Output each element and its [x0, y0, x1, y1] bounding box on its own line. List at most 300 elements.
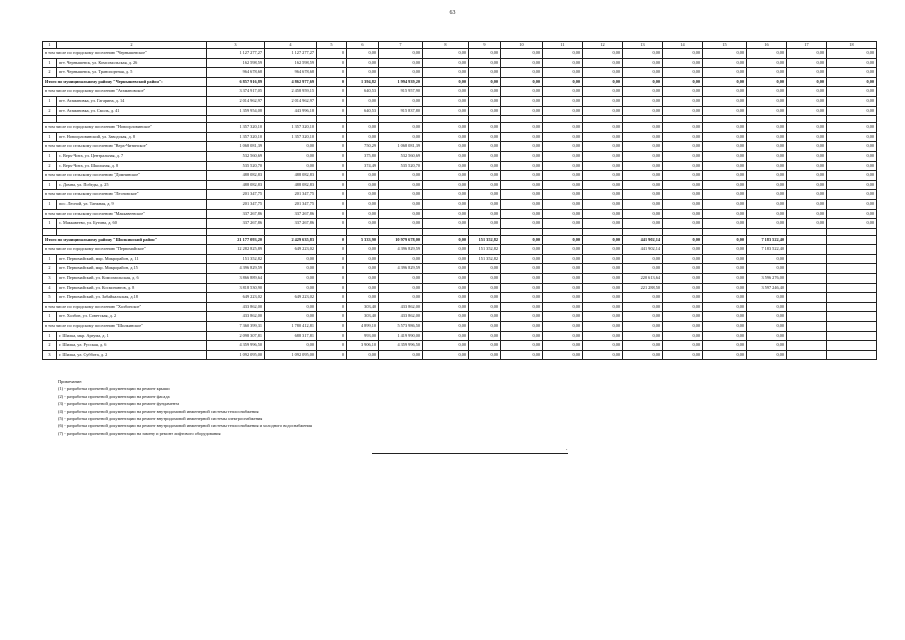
value-cell: 0 [317, 209, 347, 219]
value-cell: 0,00 [583, 180, 623, 190]
value-cell: 0,00 [827, 123, 877, 133]
value-cell: 303,40 [347, 302, 379, 312]
value-cell: 337 267,86 [207, 209, 265, 219]
column-number: 6 [347, 42, 379, 49]
group-name-cell: в том числе по городскому поселению "Шилкинское" [43, 322, 207, 332]
value-cell [787, 350, 827, 360]
value-cell: 0,00 [469, 49, 501, 59]
empty-cell [43, 116, 57, 123]
value-cell: 0,00 [787, 58, 827, 68]
value-cell [787, 235, 827, 245]
value-cell: 0,00 [663, 87, 703, 97]
value-cell: 0 [317, 331, 347, 341]
address-cell: пгт. Первомайский, ул. Комсомольская, д. 6 [57, 274, 207, 284]
value-cell: 0,00 [423, 283, 469, 293]
value-cell: 0,00 [469, 341, 501, 351]
value-cell: 0 [317, 142, 347, 152]
value-cell: 433 862,00 [207, 302, 265, 312]
value-cell: 0,00 [347, 171, 379, 181]
value-cell: 0,00 [583, 161, 623, 171]
value-cell: 0,00 [543, 171, 583, 181]
value-cell: 0 [317, 350, 347, 360]
value-cell: 0,00 [583, 123, 623, 133]
value-cell: 0,00 [501, 161, 543, 171]
value-cell [827, 235, 877, 245]
value-cell: 0,00 [347, 254, 379, 264]
value-cell [827, 293, 877, 303]
value-cell: 0,00 [379, 274, 423, 284]
value-cell [827, 331, 877, 341]
value-cell: 0,00 [469, 322, 501, 332]
value-cell: 0,00 [663, 199, 703, 209]
value-cell: 6 857 916,89 [207, 77, 265, 87]
value-cell: 1 394,82 [347, 77, 379, 87]
value-cell: 1 357 320,10 [265, 123, 317, 133]
address-cell: пгт. Атамановка, ул. Смоль, д. 41 [57, 106, 207, 116]
value-cell: 0,00 [469, 180, 501, 190]
note-line: (1) - разработка проектной документации на ремонт крыши [58, 386, 170, 392]
value-cell: 201 347,75 [207, 190, 265, 200]
value-cell: 1 359 954,08 [207, 106, 265, 116]
value-cell: 5 333,90 [347, 235, 379, 245]
spacer-row [43, 228, 877, 235]
empty-cell [623, 228, 663, 235]
value-cell: 0,00 [827, 87, 877, 97]
value-cell: 3 818 530,90 [207, 283, 265, 293]
value-cell: 0,00 [663, 341, 703, 351]
group-name-cell: в том числе по сельскому поселению "Домнинское" [43, 171, 207, 181]
value-cell: 0,00 [747, 106, 787, 116]
closing-rule [372, 453, 568, 454]
note-line: (6) - разработка проектной документации на ремонт внутридомовой инженерной системы теплоснабжения и холодного водоснабжения [58, 423, 312, 429]
value-cell [787, 274, 827, 284]
value-cell: 443 996,18 [265, 106, 317, 116]
value-cell: 0,00 [501, 274, 543, 284]
value-cell: 0,00 [583, 190, 623, 200]
value-cell: 1 068 081,39 [379, 142, 423, 152]
value-cell: 0,00 [747, 132, 787, 142]
value-cell: 0,00 [543, 331, 583, 341]
value-cell: 0,00 [543, 68, 583, 78]
value-cell: 0,00 [703, 142, 747, 152]
value-cell: 0,00 [423, 322, 469, 332]
address-cell: с. Верх-Чита, ул. Центральная, д. 7 [57, 151, 207, 161]
table-row [43, 199, 877, 209]
group-name-cell: в том числе по сельскому поселению "Лесновское" [43, 190, 207, 200]
value-cell: 0,00 [583, 132, 623, 142]
value-cell [827, 264, 877, 274]
column-number-row [43, 42, 877, 49]
value-cell: 0,00 [747, 209, 787, 219]
value-cell: 0,00 [469, 209, 501, 219]
value-cell: 0,00 [703, 123, 747, 133]
value-cell: 433 862,00 [379, 312, 423, 322]
value-cell: 2 098 307,81 [207, 331, 265, 341]
value-cell: 375,80 [347, 151, 379, 161]
value-cell: 3 866 889,64 [207, 274, 265, 284]
column-number: 14 [663, 42, 703, 49]
value-cell: 0,00 [501, 106, 543, 116]
value-cell: 0,00 [583, 341, 623, 351]
value-cell: 0,00 [501, 142, 543, 152]
table-row [43, 341, 877, 351]
value-cell: 0,00 [703, 190, 747, 200]
value-cell: 0,00 [501, 171, 543, 181]
value-cell: 0,00 [379, 180, 423, 190]
value-cell: 0 [317, 87, 347, 97]
table-row [43, 312, 877, 322]
empty-cell [43, 228, 57, 235]
value-cell: 7 183 522,40 [747, 245, 787, 255]
value-cell: 1 780 412,81 [265, 322, 317, 332]
empty-cell [423, 228, 469, 235]
row-index: 2 [43, 106, 57, 116]
note-line: (2) - разработка проектной документации на ремонт фасада [58, 393, 170, 399]
value-cell: 0,00 [827, 96, 877, 106]
value-cell: 0,00 [469, 96, 501, 106]
value-cell: 0,00 [663, 68, 703, 78]
settlement-subtotal-row [43, 123, 877, 133]
group-name-cell: в том числе по городскому поселению "Новоорловинское" [43, 123, 207, 133]
value-cell: 0,00 [623, 161, 663, 171]
value-cell: 640,53 [347, 87, 379, 97]
empty-cell [827, 228, 877, 235]
row-index: 1 [43, 180, 57, 190]
value-cell: 0,00 [379, 293, 423, 303]
value-cell: 0,00 [663, 245, 703, 255]
value-cell: 0,00 [423, 161, 469, 171]
value-cell: 0,00 [827, 49, 877, 59]
column-number: 18 [827, 42, 877, 49]
row-index: 1 [43, 331, 57, 341]
value-cell: 4 359 996,50 [207, 341, 265, 351]
value-cell: 151 352,82 [469, 235, 501, 245]
value-cell: 0,00 [501, 283, 543, 293]
value-cell: 0,00 [501, 151, 543, 161]
value-cell: 0,00 [827, 77, 877, 87]
empty-cell [663, 116, 703, 123]
value-cell: 0,00 [469, 58, 501, 68]
value-cell [787, 322, 827, 332]
value-cell: 0,00 [347, 219, 379, 229]
value-cell: 303,40 [347, 312, 379, 322]
district-total-row [43, 77, 877, 87]
value-cell: 0,00 [423, 312, 469, 322]
value-cell: 0,00 [583, 49, 623, 59]
value-cell: 0,00 [469, 151, 501, 161]
empty-cell [347, 228, 379, 235]
address-cell: пгт. Холбон, ул. Советская, д. 2 [57, 312, 207, 322]
value-cell: 0,00 [827, 219, 877, 229]
value-cell: 0,00 [747, 49, 787, 59]
value-cell: 0,00 [423, 350, 469, 360]
settlement-subtotal-row [43, 171, 877, 181]
value-cell: 1 994 939,20 [379, 77, 423, 87]
column-number: 8 [423, 42, 469, 49]
value-cell: 0,00 [543, 274, 583, 284]
value-cell: 0,00 [827, 161, 877, 171]
value-cell: 151 352,82 [469, 254, 501, 264]
value-cell: 0,00 [423, 132, 469, 142]
value-cell: 0,00 [379, 49, 423, 59]
value-cell: 0,00 [423, 341, 469, 351]
note-line: (7) - разработка проектной документации на замену и ремонт лифтового оборудования [58, 430, 221, 436]
value-cell: 0,00 [379, 132, 423, 142]
value-cell: 0,00 [423, 293, 469, 303]
value-cell: 0,00 [543, 283, 583, 293]
note-line: (5) - разработка проектной документации на ремонт внутридомовой инженерной системы электроснабжения [58, 416, 263, 422]
value-cell: 0,00 [469, 190, 501, 200]
value-cell: 0,00 [623, 190, 663, 200]
value-cell: 0,00 [663, 350, 703, 360]
value-cell: 0,00 [703, 58, 747, 68]
value-cell: 0,00 [623, 68, 663, 78]
value-cell: 0,00 [747, 302, 787, 312]
value-cell: 0 [317, 151, 347, 161]
value-cell: 0,00 [787, 96, 827, 106]
value-cell: 0,00 [423, 180, 469, 190]
value-cell: 0,00 [501, 87, 543, 97]
value-cell: 337 267,86 [265, 219, 317, 229]
address-cell: пгт. Первомайский, мкр. Микрорайон, д.15 [57, 264, 207, 274]
notes-title: Примечание: [58, 379, 83, 384]
value-cell: 0,00 [787, 87, 827, 97]
value-cell: 488 082,83 [207, 180, 265, 190]
value-cell: 0,00 [583, 171, 623, 181]
value-cell: 0,00 [347, 274, 379, 284]
value-cell: 0,00 [663, 283, 703, 293]
value-cell: 12 282 825,89 [207, 245, 265, 255]
value-cell: 0,00 [543, 106, 583, 116]
empty-cell [787, 228, 827, 235]
value-cell: 0,00 [663, 219, 703, 229]
value-cell: 0,00 [543, 58, 583, 68]
value-cell: 0,00 [623, 302, 663, 312]
value-cell: 0,00 [583, 209, 623, 219]
row-index: 2 [43, 161, 57, 171]
value-cell: 0,00 [623, 171, 663, 181]
value-cell: 0,00 [703, 331, 747, 341]
value-cell: 10 979 678,00 [379, 235, 423, 245]
value-cell: 0,00 [703, 132, 747, 142]
value-cell: 0 [317, 106, 347, 116]
value-cell: 0,00 [623, 254, 663, 264]
row-index: 1 [43, 151, 57, 161]
value-cell: 0,00 [623, 293, 663, 303]
value-cell: 7 183 522,40 [747, 235, 787, 245]
value-cell: 0,00 [423, 151, 469, 161]
value-cell: 0,00 [583, 96, 623, 106]
value-cell: 2 429 635,83 [265, 235, 317, 245]
value-cell: 640,53 [347, 106, 379, 116]
address-cell: пос. Лесной, ул. Таежная, д. 9 [57, 199, 207, 209]
empty-cell [347, 116, 379, 123]
value-cell: 0,00 [501, 341, 543, 351]
value-cell: 0,00 [663, 151, 703, 161]
value-cell: 532 560,69 [207, 151, 265, 161]
address-cell: пгт. Чернышевск, ул. Транспортная, д. 5 [57, 68, 207, 78]
empty-cell [543, 228, 583, 235]
value-cell: 0,00 [747, 151, 787, 161]
value-cell: 0,00 [663, 77, 703, 87]
value-cell: 0,00 [469, 77, 501, 87]
value-cell: 1 092 095,00 [207, 350, 265, 360]
value-cell: 0,00 [501, 68, 543, 78]
value-cell: 0 [317, 293, 347, 303]
value-cell: 0,00 [379, 199, 423, 209]
empty-cell [827, 116, 877, 123]
value-cell: 0 [317, 68, 347, 78]
value-cell: 2 014 962,97 [207, 96, 265, 106]
value-cell: 0,00 [501, 264, 543, 274]
empty-cell [265, 116, 317, 123]
value-cell: 0,00 [583, 274, 623, 284]
value-cell: 0,00 [623, 142, 663, 152]
value-cell: 0,00 [623, 331, 663, 341]
value-cell: 0,00 [583, 219, 623, 229]
value-cell: 0,00 [583, 331, 623, 341]
value-cell [827, 341, 877, 351]
value-cell: 0,00 [663, 180, 703, 190]
value-cell: 1 357 320,10 [207, 123, 265, 133]
empty-cell [379, 116, 423, 123]
value-cell: 0,00 [265, 312, 317, 322]
empty-cell [265, 228, 317, 235]
empty-cell [703, 116, 747, 123]
value-cell: 0,00 [347, 58, 379, 68]
value-cell: 0,00 [787, 49, 827, 59]
value-cell: 0,00 [379, 283, 423, 293]
value-cell: 0 [317, 58, 347, 68]
value-cell: 0,00 [663, 293, 703, 303]
value-cell: 0,00 [469, 161, 501, 171]
value-cell: 3 374 917,05 [207, 87, 265, 97]
value-cell [787, 331, 827, 341]
empty-cell [317, 116, 347, 123]
column-number: 3 [207, 42, 265, 49]
value-cell: 0,00 [747, 58, 787, 68]
value-cell: 4 899,10 [347, 322, 379, 332]
empty-cell [57, 228, 207, 235]
value-cell: 0,00 [423, 171, 469, 181]
settlement-subtotal-row [43, 209, 877, 219]
value-cell: 0,00 [583, 68, 623, 78]
value-cell: 0,00 [827, 151, 877, 161]
row-index: 1 [43, 132, 57, 142]
value-cell: 0,00 [501, 49, 543, 59]
value-cell: 0,00 [747, 350, 787, 360]
value-cell: 0,00 [663, 106, 703, 116]
value-cell: 0 [317, 219, 347, 229]
value-cell: 0,00 [265, 283, 317, 293]
row-index: 1 [43, 199, 57, 209]
value-cell: 0,00 [379, 190, 423, 200]
value-cell: 0,00 [469, 132, 501, 142]
value-cell: 0,00 [501, 199, 543, 209]
row-index: 1 [43, 58, 57, 68]
value-cell: 201 347,75 [265, 190, 317, 200]
value-cell: 0 [317, 341, 347, 351]
value-cell: 0,00 [469, 68, 501, 78]
value-cell: 488 082,83 [265, 171, 317, 181]
value-cell: 374,49 [347, 161, 379, 171]
value-cell: 0,00 [623, 123, 663, 133]
value-cell [827, 312, 877, 322]
row-index: 2 [43, 264, 57, 274]
value-cell: 0,00 [623, 132, 663, 142]
value-cell: 0,00 [703, 96, 747, 106]
value-cell: 532 560,69 [379, 151, 423, 161]
value-cell: 0,00 [663, 132, 703, 142]
address-cell: г. Шилка, ул. Русская, д. 6 [57, 341, 207, 351]
value-cell: 0,00 [747, 312, 787, 322]
value-cell: 0,00 [501, 331, 543, 341]
value-cell: 0,00 [347, 199, 379, 209]
value-cell: 0,00 [583, 312, 623, 322]
value-cell: 0 [317, 322, 347, 332]
value-cell: 0,00 [423, 245, 469, 255]
value-cell: 0,00 [347, 68, 379, 78]
value-cell: 151 352,82 [469, 245, 501, 255]
empty-cell [207, 116, 265, 123]
row-index: 3 [43, 350, 57, 360]
address-cell: с. Домна, ул. Победы, д. 25 [57, 180, 207, 190]
value-cell: 4 396 829,59 [379, 264, 423, 274]
settlement-subtotal-row [43, 322, 877, 332]
value-cell: 0,00 [703, 171, 747, 181]
value-cell: 0,00 [703, 350, 747, 360]
value-cell: 0,00 [501, 350, 543, 360]
group-name-cell: в том числе по городскому поселению "Чернышевское" [43, 49, 207, 59]
group-name-cell: в том числе по городскому поселению "Холбонское" [43, 302, 207, 312]
value-cell: 0,00 [663, 331, 703, 341]
value-cell: 0,00 [747, 219, 787, 229]
value-cell: 0,00 [827, 171, 877, 181]
closing-mark: . [566, 446, 568, 452]
value-cell: 0,00 [663, 209, 703, 219]
value-cell: 993,00 [347, 331, 379, 341]
value-cell: 0,00 [787, 180, 827, 190]
column-number: 5 [317, 42, 347, 49]
value-cell: 0,00 [623, 58, 663, 68]
value-cell: 0 [317, 235, 347, 245]
value-cell: 0,00 [583, 322, 623, 332]
value-cell [787, 293, 827, 303]
value-cell: 0,00 [423, 199, 469, 209]
address-cell: с. Верх-Чита, ул. Школьная, д. 8 [57, 161, 207, 171]
value-cell: 0,00 [787, 171, 827, 181]
value-cell: 0,00 [265, 151, 317, 161]
value-cell: 0,00 [543, 219, 583, 229]
table-row [43, 283, 877, 293]
value-cell [787, 264, 827, 274]
value-cell: 0,00 [663, 142, 703, 152]
value-cell: 0,00 [543, 245, 583, 255]
value-cell: 0,00 [469, 123, 501, 133]
value-cell: 0,00 [469, 293, 501, 303]
value-cell [787, 312, 827, 322]
value-cell: 0,00 [747, 123, 787, 133]
column-number: 7 [379, 42, 423, 49]
table-row [43, 68, 877, 78]
empty-cell [583, 116, 623, 123]
empty-cell [663, 228, 703, 235]
settlement-subtotal-row [43, 245, 877, 255]
value-cell: 0,00 [623, 49, 663, 59]
value-cell: 0,00 [623, 219, 663, 229]
value-cell: 0,00 [787, 123, 827, 133]
value-cell [827, 245, 877, 255]
